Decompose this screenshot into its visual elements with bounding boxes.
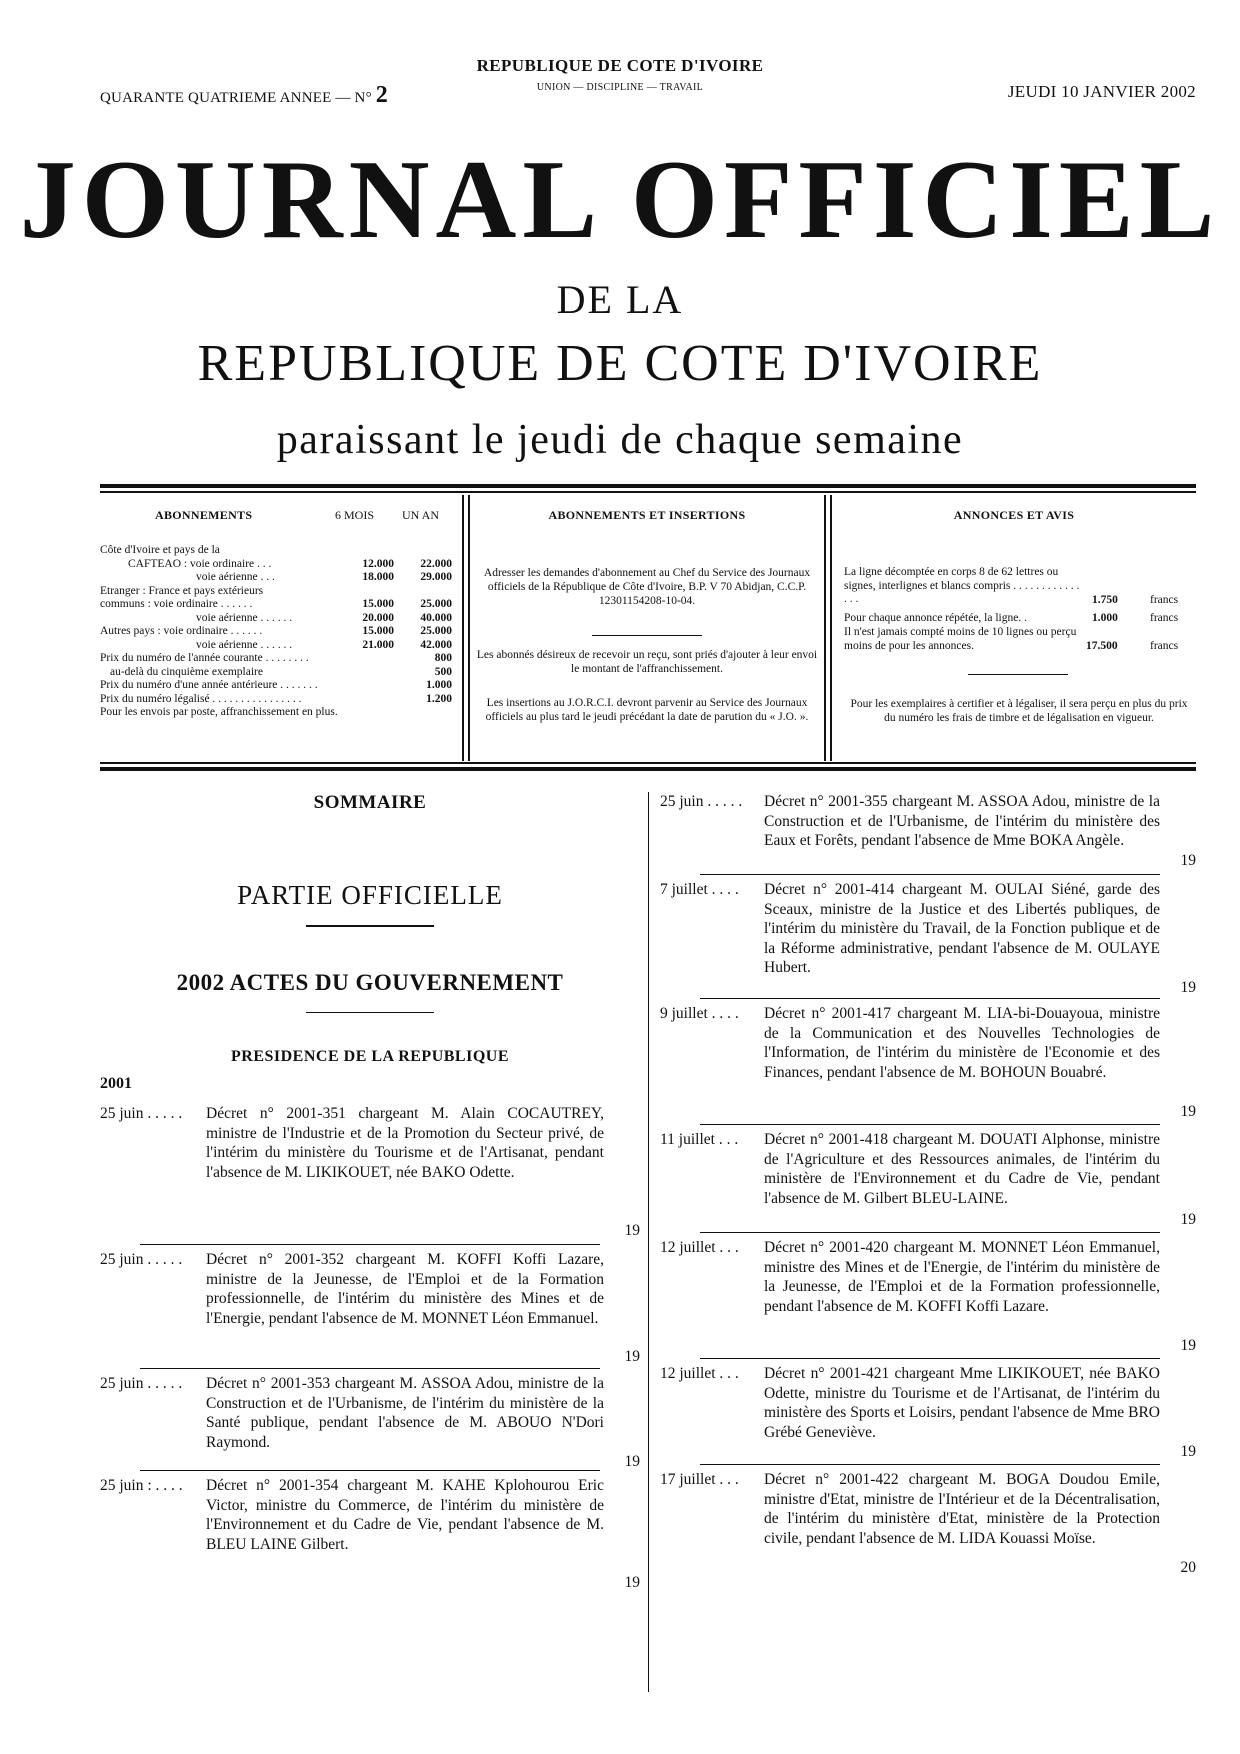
one-year-price: 25.000: [420, 625, 452, 637]
six-month-price: 12.000: [362, 557, 394, 570]
subscription-label: Côte d'Ivoire et pays de la: [100, 544, 220, 556]
entry-page: 20: [1180, 1559, 1196, 1576]
summary-entry: [660, 1130, 1196, 1234]
six-month-price: 18.000: [362, 571, 394, 583]
subscription-label: voie aérienne . . . . . .: [196, 638, 293, 651]
subscription-row: [100, 639, 452, 653]
divider: [592, 635, 702, 636]
summary-entry: [660, 1238, 1196, 1358]
one-year-price: 1.000: [426, 679, 452, 691]
edition-year: QUARANTE QUATRIEME ANNEE: [100, 90, 332, 106]
summary-entry: [100, 1374, 640, 1470]
summary-entry: [660, 792, 1196, 876]
subscription-label: CAFTEAO : voie ordinaire . . .: [128, 557, 272, 570]
entry-date: 25 juin : . . . .: [100, 1477, 183, 1494]
entry-page: 19: [624, 1453, 640, 1470]
subscription-row: [100, 585, 452, 599]
one-year-price: 500: [434, 665, 452, 678]
entry-separator: [700, 1464, 1160, 1465]
one-year-price: 22.000: [420, 557, 452, 570]
entry-date: 25 juin . . . . .: [660, 793, 743, 810]
entry-text: Décret n° 2001-354 chargeant M. KAHE Kplohourou Eric Victor, ministre du Commerce, de l'intérim du ministère de l'Environnement et du Cadre de Vie, pendant l'absence de M. BLEU LAINE Gilbert.: [206, 1477, 604, 1553]
column-divider: [648, 792, 649, 1692]
insertions-address: Adresser les demandes d'abonnement au Chef du Service des Journaux officiels de la République de Côte d'Ivoire, B.P. V 70 Abidjan, C.C.P. 12301154208-10-04.: [483, 567, 811, 607]
entry-text: Décret n° 2001-414 chargeant M. OULAI Siéné, garde des Sceaux, ministre de la Justice et des Libertés publiques, de l'intérim du ministère du Travail, de la Fonction publique et de la Réforme administrative, pendant l'absence de M. OULAYE Hubert.: [764, 881, 1160, 976]
entry-text: Décret n° 2001-422 chargeant M. BOGA Doudou Emile, ministre d'Etat, ministre de l'Intérieur et de la Décentralisation, de l'intérim du ministère d'Etat, ministère de la Protection civile, pendant l'absence de M. LIDA Kouassi Moïse.: [764, 1471, 1160, 1547]
entry-text: Décret n° 2001-352 chargeant M. KOFFI Koffi Lazare, ministre de la Jeunesse, de l'Emploi et de la Formation professionnelle, de l'intérim du ministère des Mines et de l'Energie, pendant l'absence de M. MONNET Léon Emmanuel.: [206, 1251, 604, 1327]
summary-entry: [660, 1470, 1196, 1574]
divider: [306, 925, 434, 927]
subscription-row: [100, 558, 452, 572]
subscription-label: voie aérienne . . . . . .: [196, 611, 293, 624]
insertions-deadline: Les insertions au J.O.R.C.I. devront parvenir au Service des Journaux officiels au plus tard le jeudi précédant la date de parution du « J.O. ».: [485, 697, 809, 723]
entry-text: Décret n° 2001-351 chargeant M. Alain COCAUTREY, ministre de l'Industrie et de la Promotion du Secteur privé, de l'intérim du ministère du Tourisme et de l'Artisanat, pendant l'absence de M. LIKIKOUET, née BAKO Odette.: [206, 1105, 604, 1181]
subscription-row: [100, 544, 452, 558]
one-year-price: 25.000: [420, 598, 452, 610]
subscription-row: [100, 679, 452, 693]
entry-separator: [700, 1124, 1160, 1125]
annonce-minimum: Il n'est jamais compté moins de 10 lignes ou perçu moins de pour les annonces.: [844, 626, 1077, 652]
six-month-price: 15.000: [362, 598, 394, 610]
one-year-price: 29.000: [420, 571, 452, 583]
annonces-heading: ANNONCES ET AVIS: [953, 508, 1075, 522]
subscription-row: [100, 598, 452, 612]
issue-date: JEUDI 10 JANVIER 2002: [1007, 82, 1196, 101]
divider: [824, 495, 826, 761]
entry-page: 19: [624, 1222, 640, 1239]
annonce-line-price: 1.750: [1092, 594, 1118, 606]
entry-text: Décret n° 2001-420 chargeant M. MONNET Léon Emmanuel, ministre des Mines et de l'Energie, de l'intérim du ministère de la Jeunesse, de l'Emploi et de la Formation professionnelle, pendant l'absence de M. KOFFI Koffi Lazare.: [764, 1239, 1160, 1315]
entry-date: 25 juin . . . . .: [100, 1251, 183, 1268]
divider: [100, 491, 1196, 493]
entry-date: 11 juillet . . .: [660, 1131, 739, 1148]
presidence-heading: PRESIDENCE DE LA REPUBLIQUE: [231, 1048, 509, 1065]
annonce-repeat-price: 1.000: [1092, 612, 1118, 624]
subscription-label: Prix du numéro de l'année courante . . . . . . . .: [100, 652, 309, 664]
entry-page: 19: [1180, 1443, 1196, 1460]
partie-officielle-heading: PARTIE OFFICIELLE: [237, 880, 503, 910]
entry-separator: [700, 998, 1160, 999]
entries-year: 2001: [100, 1075, 132, 1092]
entry-page: 19: [624, 1348, 640, 1365]
entry-page: 19: [1180, 1211, 1196, 1228]
annonce-minimum-price: 17.500: [1086, 640, 1118, 652]
currency-unit: francs: [1150, 594, 1179, 606]
subscription-row: [100, 666, 452, 680]
entry-text: Décret n° 2001-417 chargeant M. LIA-bi-Douayoua, ministre de la Communication et des Nouvelles Technologies de l'Information, de l'intérim du ministère de l'Economie et des Finances, pendant l'absence de M. BOHOUN Bouabré.: [764, 1005, 1160, 1081]
one-year-price: 40.000: [420, 611, 452, 624]
subscription-row: [100, 571, 452, 585]
subscription-row: [100, 625, 452, 639]
insertions-heading: ABONNEMENTS ET INSERTIONS: [548, 508, 746, 522]
insertions-receipt: Les abonnés désireux de recevoir un reçu, sont priés d'ajouter à leur envoi le montant de l'affranchissement.: [476, 649, 818, 675]
publication-tagline: paraissant le jeudi de chaque semaine: [276, 417, 964, 463]
one-year-price: 42.000: [420, 638, 452, 651]
entry-separator: [140, 1470, 600, 1471]
subscription-row: [100, 693, 452, 707]
subscription-row: [100, 652, 452, 666]
subscription-label: Prix du numéro légalisé . . . . . . . . . . . . . . . .: [100, 692, 302, 705]
entry-separator: [140, 1368, 600, 1369]
one-year-header: UN AN: [402, 508, 440, 522]
currency-unit: francs: [1150, 612, 1179, 624]
entry-page: 19: [1180, 1103, 1196, 1120]
summary-entry: [660, 880, 1196, 998]
divider: [100, 767, 1196, 771]
subscription-label: au-delà du cinquième exemplaire: [110, 665, 263, 678]
subscription-label: communs : voie ordinaire . . . . . .: [100, 598, 253, 610]
entry-page: 19: [1180, 852, 1196, 869]
entry-text: Décret n° 2001-353 chargeant M. ASSOA Adou, ministre de la Construction et de l'Urbanisme, de l'intérim du ministère de la Santé publique, pendant l'absence de M. ABOUO N'Dori Raymond.: [206, 1375, 604, 1451]
entry-separator: [700, 1358, 1160, 1359]
divider: [968, 674, 1068, 675]
journal-title: JOURNAL OFFICIEL: [19, 138, 1221, 262]
entry-separator: [700, 1232, 1160, 1233]
currency-unit: francs: [1150, 640, 1179, 652]
summary-entry: [100, 1104, 640, 1242]
six-month-price: 20.000: [362, 611, 394, 624]
six-months-header: 6 MOIS: [335, 508, 375, 522]
summary-entry: [660, 1004, 1196, 1124]
number-label: — N°: [335, 90, 372, 106]
summary-entry: [100, 1250, 640, 1366]
one-year-price: 1.200: [426, 692, 452, 705]
one-year-price: 800: [434, 652, 452, 664]
subscription-label: voie aérienne . . .: [196, 571, 275, 583]
issue-number: 2: [375, 82, 388, 108]
subscription-row: [100, 706, 452, 720]
subscription-label: Prix du numéro d'une année antérieure . . . . . . .: [100, 679, 318, 691]
republic-title: REPUBLIQUE DE COTE D'IVOIRE: [197, 335, 1043, 392]
subscription-label: Pour les envois par poste, affranchissement en plus.: [100, 706, 338, 718]
divider: [468, 495, 470, 761]
actes-heading: 2002 ACTES DU GOUVERNEMENT: [176, 970, 564, 995]
divider: [830, 495, 832, 761]
entry-date: 25 juin . . . . .: [100, 1375, 183, 1392]
entry-separator: [700, 874, 1160, 875]
annonce-certification: Pour les exemplaires à certifier et à légaliser, il sera perçu en plus du prix du numéro les frais de timbre et de légalisation en vigueur.: [850, 698, 1188, 724]
entry-page: 19: [1180, 979, 1196, 996]
entry-page: 19: [624, 1574, 640, 1591]
entry-date: 17 juillet . . .: [660, 1471, 739, 1488]
entry-separator: [140, 1244, 600, 1245]
divider: [100, 484, 1196, 488]
entry-date: 12 juillet . . .: [660, 1365, 739, 1382]
entry-date: 7 juillet . . . .: [660, 881, 739, 898]
summary-entry: [100, 1476, 640, 1591]
sommaire-heading: SOMMAIRE: [313, 792, 427, 813]
entry-date: 25 juin . . . . .: [100, 1105, 183, 1122]
subscription-label: Autres pays : voie ordinaire . . . . . .: [100, 625, 263, 637]
divider: [462, 495, 464, 761]
subscription-label: Etranger : France et pays extérieurs: [100, 584, 264, 597]
annonce-repeat-rate: Pour chaque annonce répétée, la ligne. .: [844, 612, 1027, 624]
entry-date: 9 juillet . . . .: [660, 1005, 739, 1022]
country-name: REPUBLIQUE DE COTE D'IVOIRE: [476, 56, 764, 75]
de-la: DE LA: [556, 277, 684, 322]
entry-page: 19: [1180, 1337, 1196, 1354]
subscription-row: [100, 612, 452, 626]
entry-date: 12 juillet . . .: [660, 1239, 739, 1256]
six-month-price: 15.000: [362, 625, 394, 637]
divider: [306, 1012, 434, 1013]
summary-entry: [660, 1364, 1196, 1464]
subscriptions-heading: ABONNEMENTS: [155, 508, 253, 522]
annonce-line-rate: La ligne décomptée en corps 8 de 62 lettres ou signes, interlignes et blancs compris . . . . . . . . . . . . . . .: [844, 566, 1080, 605]
entry-text: Décret n° 2001-355 chargeant M. ASSOA Adou, ministre de la Construction et de l'Urbanisme, de l'intérim du ministère des Eaux et Forêts, pendant l'absence de Mme BOKA Angèle.: [764, 793, 1160, 849]
subscription-table: [100, 544, 452, 720]
divider: [100, 762, 1196, 764]
entry-text: Décret n° 2001-421 chargeant Mme LIKIKOUET, née BAKO Odette, ministre du Tourisme et de l'Artisanat, de l'intérim du ministère des Sports et Loisirs, pendant l'absence de Mme BRO Grébé Geneviève.: [764, 1365, 1160, 1441]
entry-text: Décret n° 2001-418 chargeant M. DOUATI Alphonse, ministre de l'Agriculture et des Ressources animales, de l'intérim du ministère de l'Environnement et du Cadre de Vie, pendant l'absence de M. Gilbert BLEU-LAINE.: [764, 1131, 1160, 1207]
six-month-price: 21.000: [362, 638, 394, 651]
national-motto: UNION — DISCIPLINE — TRAVAIL: [536, 82, 704, 93]
